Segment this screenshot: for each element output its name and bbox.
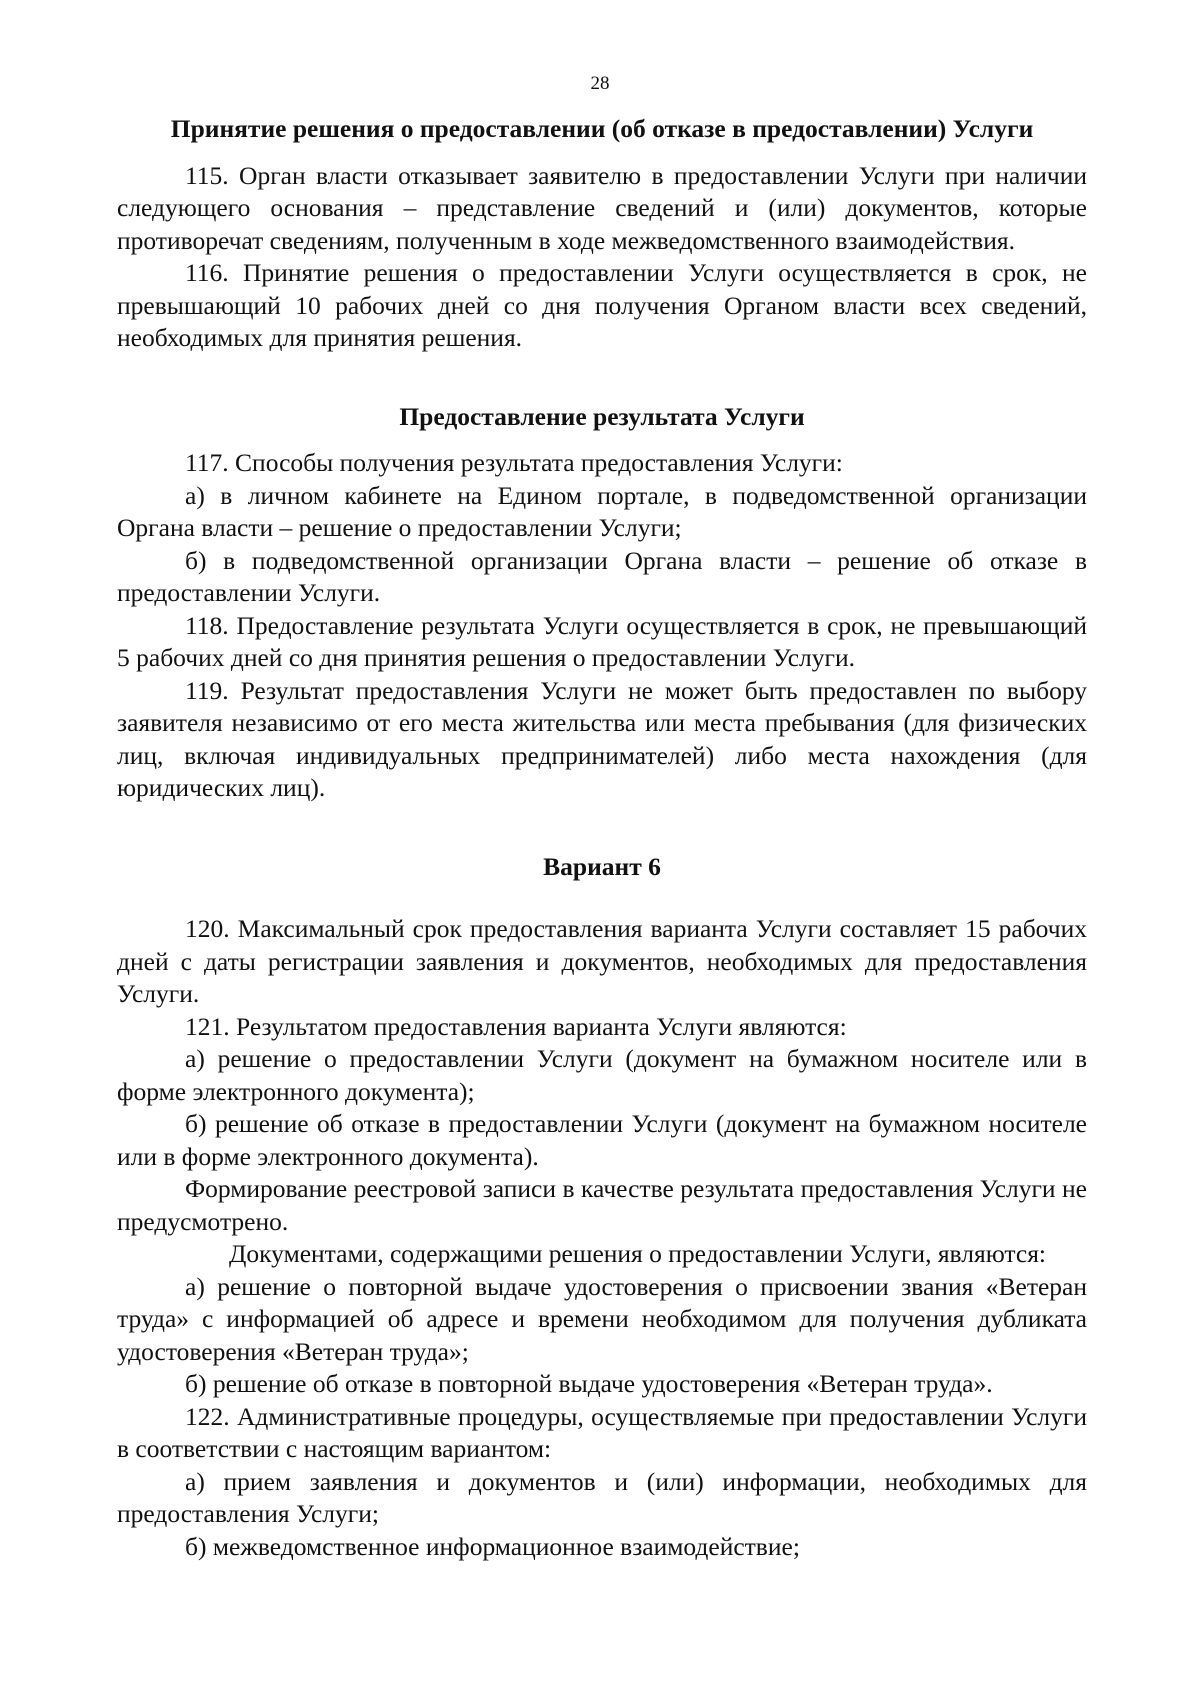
- paragraph-115: 115. Орган власти отказывает заявителю в предоставлении Услуги при наличии следующего основания – представление сведений и (или) документов, которые противоречат сведениям, полученным в ходе межведомственного взаимодействия.: [117, 160, 1087, 255]
- paragraph-122: 122. Административные процедуры, осуществляемые при предоставлении Услуги в соответствии с настоящим вариантом:: [117, 1401, 1087, 1463]
- paragraph-120: 120. Максимальный срок предоставления варианта Услуги составляет 15 рабочих дней с даты регистрации заявления и документов, необходимых для предоставления Услуги.: [117, 914, 1087, 1008]
- section-heading-variant-6: Вариант 6: [543, 851, 661, 881]
- paragraph-118: 118. Предоставление результата Услуги осуществляется в срок, не превышающий 5 рабочих дней со дня принятия решения о предоставлении Услуги.: [117, 610, 1087, 672]
- paragraph-121: 121. Результатом предоставления варианта Услуги являются:: [185, 1011, 847, 1041]
- page-number: 28: [590, 73, 610, 94]
- paragraph-documents-b: б) решение об отказе в повторной выдаче удостоверения «Ветеран труда».: [185, 1369, 993, 1398]
- paragraph-121-b: б) решение об отказе в предоставлении Услуги (документ на бумажном носителе или в форме электронного документа).: [117, 1109, 1087, 1171]
- paragraph-122-b: б) межведомственное информационное взаимодействие;: [185, 1531, 800, 1561]
- paragraph-121-a: а) решение о предоставлении Услуги (документ на бумажном носителе или в форме электронного документа);: [117, 1044, 1087, 1106]
- paragraph-117: 117. Способы получения результата предоставления Услуги:: [185, 448, 843, 477]
- paragraph-117-a: а) в личном кабинете на Едином портале, в подведомственной организации Органа власти – решение о предоставлении Услуги;: [117, 480, 1087, 542]
- document-body: [117, 113, 1087, 1563]
- paragraph-116: 116. Принятие решения о предоставлении Услуги осуществляется в срок, не превышающий 10 рабочих дней со дня получения Органом власти всех сведений, необходимых для принятия решения.: [117, 258, 1087, 352]
- paragraph-122-a: а) прием заявления и документов и (или) информации, необходимых для предоставления Услуги;: [117, 1466, 1087, 1528]
- paragraph-documents: Документами, содержащими решения о предоставлении Услуги, являются:: [229, 1239, 1047, 1268]
- paragraph-117-b: б) в подведомственной организации Органа власти – решение об отказе в предоставлении Услуги.: [117, 545, 1087, 607]
- paragraph-119: 119. Результат предоставления Услуги не может быть предоставлен по выбору заявителя независимо от его места жительства или места пребывания (для физических лиц, включая индивидуальных предпринимателей) либо места нахождения (для юридических лиц).: [117, 675, 1087, 802]
- section-heading-result: Предоставление результата Услуги: [399, 401, 805, 431]
- paragraph-documents-a: а) решение о повторной выдаче удостоверения о присвоении звания «Ветеран труда» с информацией об адресе и времени необходимом для получения дубликата удостоверения «Ветеран труда»;: [117, 1271, 1087, 1366]
- section-heading-decision: Принятие решения о предоставлении (об отказе в предоставлении) Услуги: [170, 114, 1034, 143]
- paragraph-registry: Формирование реестровой записи в качестве результата предоставления Услуги не предусмотрено.: [117, 1174, 1087, 1236]
